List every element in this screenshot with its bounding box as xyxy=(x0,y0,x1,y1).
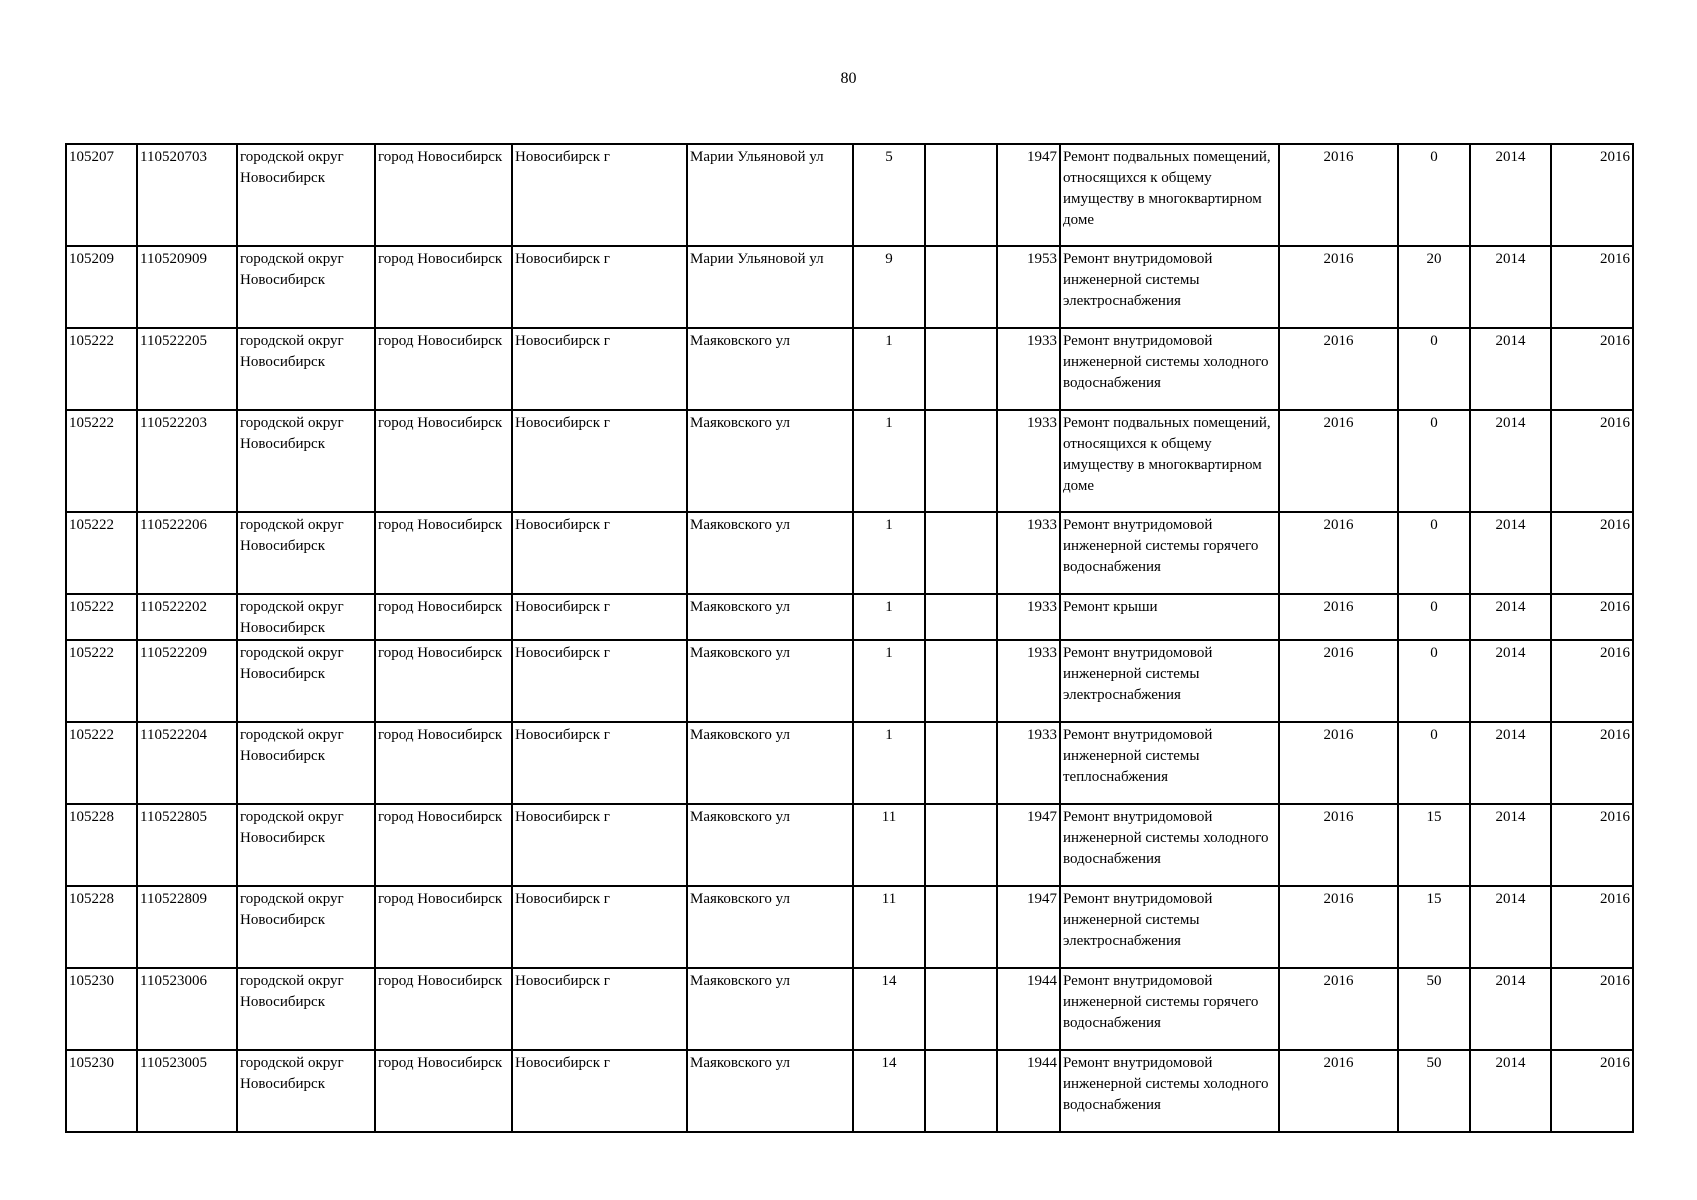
wear-percent-cell: 0 xyxy=(1398,640,1470,722)
city-cell: Новосибирск г xyxy=(512,722,687,804)
table-row xyxy=(66,640,1633,722)
plan-start-cell: 2014 xyxy=(1470,886,1551,968)
plan-end-cell: 2016 xyxy=(1551,804,1633,886)
year-cell: 2016 xyxy=(1279,968,1398,1050)
building-cell xyxy=(925,640,997,722)
plan-start-cell: 2014 xyxy=(1470,968,1551,1050)
house-number-cell: 1 xyxy=(853,594,925,640)
house-number-cell: 1 xyxy=(853,722,925,804)
street-cell: Маяковского ул xyxy=(687,1050,853,1132)
table-row xyxy=(66,246,1633,328)
work-type-cell: Ремонт внутридомовой инженерной системы холодного водоснабжения xyxy=(1060,328,1279,410)
table-row xyxy=(66,144,1633,246)
construction-year-cell: 1947 xyxy=(997,804,1060,886)
table-row xyxy=(66,328,1633,410)
wear-percent-cell: 0 xyxy=(1398,144,1470,246)
wear-percent-cell: 50 xyxy=(1398,1050,1470,1132)
building-cell xyxy=(925,968,997,1050)
street-cell: Маяковского ул xyxy=(687,886,853,968)
plan-end-cell: 2016 xyxy=(1551,1050,1633,1132)
municipality-cell: городской округ Новосибирск xyxy=(237,410,375,512)
street-cell: Марии Ульяновой ул xyxy=(687,144,853,246)
city-cell: Новосибирск г xyxy=(512,886,687,968)
building-cell xyxy=(925,594,997,640)
capital-repair-table xyxy=(65,143,1634,1133)
settlement-cell: город Новосибирск xyxy=(375,1050,512,1132)
street-cell: Маяковского ул xyxy=(687,328,853,410)
construction-year-cell: 1944 xyxy=(997,968,1060,1050)
plan-start-cell: 2014 xyxy=(1470,410,1551,512)
work-type-cell: Ремонт внутридомовой инженерной системы электроснабжения xyxy=(1060,640,1279,722)
year-cell: 2016 xyxy=(1279,328,1398,410)
account-id-cell: 105222 xyxy=(66,410,137,512)
building-cell xyxy=(925,144,997,246)
house-number-cell: 9 xyxy=(853,246,925,328)
wear-percent-cell: 0 xyxy=(1398,328,1470,410)
settlement-cell: город Новосибирск xyxy=(375,512,512,594)
year-cell: 2016 xyxy=(1279,722,1398,804)
wear-percent-cell: 0 xyxy=(1398,722,1470,804)
year-cell: 2016 xyxy=(1279,594,1398,640)
year-cell: 2016 xyxy=(1279,144,1398,246)
wear-percent-cell: 50 xyxy=(1398,968,1470,1050)
city-cell: Новосибирск г xyxy=(512,512,687,594)
municipality-cell: городской округ Новосибирск xyxy=(237,640,375,722)
city-cell: Новосибирск г xyxy=(512,328,687,410)
street-cell: Маяковского ул xyxy=(687,722,853,804)
work-type-cell: Ремонт внутридомовой инженерной системы горячего водоснабжения xyxy=(1060,968,1279,1050)
year-cell: 2016 xyxy=(1279,804,1398,886)
building-cell xyxy=(925,512,997,594)
house-number-cell: 1 xyxy=(853,640,925,722)
year-cell: 2016 xyxy=(1279,512,1398,594)
object-code-cell: 110522209 xyxy=(137,640,237,722)
city-cell: Новосибирск г xyxy=(512,410,687,512)
street-cell: Марии Ульяновой ул xyxy=(687,246,853,328)
settlement-cell: город Новосибирск xyxy=(375,968,512,1050)
settlement-cell: город Новосибирск xyxy=(375,410,512,512)
settlement-cell: город Новосибирск xyxy=(375,328,512,410)
municipality-cell: городской округ Новосибирск xyxy=(237,722,375,804)
plan-start-cell: 2014 xyxy=(1470,246,1551,328)
work-type-cell: Ремонт внутридомовой инженерной системы горячего водоснабжения xyxy=(1060,512,1279,594)
construction-year-cell: 1933 xyxy=(997,410,1060,512)
plan-start-cell: 2014 xyxy=(1470,640,1551,722)
house-number-cell: 1 xyxy=(853,328,925,410)
object-code-cell: 110520703 xyxy=(137,144,237,246)
plan-start-cell: 2014 xyxy=(1470,722,1551,804)
wear-percent-cell: 15 xyxy=(1398,804,1470,886)
construction-year-cell: 1933 xyxy=(997,722,1060,804)
account-id-cell: 105222 xyxy=(66,328,137,410)
construction-year-cell: 1933 xyxy=(997,640,1060,722)
object-code-cell: 110522206 xyxy=(137,512,237,594)
street-cell: Маяковского ул xyxy=(687,804,853,886)
plan-end-cell: 2016 xyxy=(1551,328,1633,410)
year-cell: 2016 xyxy=(1279,1050,1398,1132)
table-row xyxy=(66,886,1633,968)
municipality-cell: городской округ Новосибирск xyxy=(237,246,375,328)
plan-start-cell: 2014 xyxy=(1470,594,1551,640)
municipality-cell: городской округ Новосибирск xyxy=(237,804,375,886)
wear-percent-cell: 0 xyxy=(1398,410,1470,512)
building-cell xyxy=(925,410,997,512)
city-cell: Новосибирск г xyxy=(512,968,687,1050)
plan-start-cell: 2014 xyxy=(1470,144,1551,246)
city-cell: Новосибирск г xyxy=(512,594,687,640)
plan-start-cell: 2014 xyxy=(1470,328,1551,410)
plan-end-cell: 2016 xyxy=(1551,410,1633,512)
work-type-cell: Ремонт внутридомовой инженерной системы электроснабжения xyxy=(1060,246,1279,328)
construction-year-cell: 1947 xyxy=(997,144,1060,246)
table-row xyxy=(66,1050,1633,1132)
plan-end-cell: 2016 xyxy=(1551,512,1633,594)
city-cell: Новосибирск г xyxy=(512,640,687,722)
work-type-cell: Ремонт подвальных помещений, относящихся к общему имуществу в многоквартирном доме xyxy=(1060,410,1279,512)
building-cell xyxy=(925,328,997,410)
street-cell: Маяковского ул xyxy=(687,410,853,512)
building-cell xyxy=(925,722,997,804)
house-number-cell: 14 xyxy=(853,968,925,1050)
work-type-cell: Ремонт подвальных помещений, относящихся к общему имуществу в многоквартирном доме xyxy=(1060,144,1279,246)
municipality-cell: городской округ Новосибирск xyxy=(237,512,375,594)
table-row xyxy=(66,722,1633,804)
account-id-cell: 105222 xyxy=(66,594,137,640)
house-number-cell: 5 xyxy=(853,144,925,246)
building-cell xyxy=(925,1050,997,1132)
settlement-cell: город Новосибирск xyxy=(375,640,512,722)
house-number-cell: 11 xyxy=(853,804,925,886)
building-cell xyxy=(925,804,997,886)
house-number-cell: 1 xyxy=(853,410,925,512)
object-code-cell: 110523006 xyxy=(137,968,237,1050)
plan-start-cell: 2014 xyxy=(1470,804,1551,886)
wear-percent-cell: 0 xyxy=(1398,512,1470,594)
object-code-cell: 110522203 xyxy=(137,410,237,512)
house-number-cell: 1 xyxy=(853,512,925,594)
street-cell: Маяковского ул xyxy=(687,512,853,594)
construction-year-cell: 1933 xyxy=(997,594,1060,640)
city-cell: Новосибирск г xyxy=(512,1050,687,1132)
plan-end-cell: 2016 xyxy=(1551,594,1633,640)
wear-percent-cell: 0 xyxy=(1398,594,1470,640)
object-code-cell: 110522205 xyxy=(137,328,237,410)
account-id-cell: 105222 xyxy=(66,722,137,804)
table-body xyxy=(66,144,1633,1132)
municipality-cell: городской округ Новосибирск xyxy=(237,968,375,1050)
account-id-cell: 105209 xyxy=(66,246,137,328)
object-code-cell: 110522202 xyxy=(137,594,237,640)
city-cell: Новосибирск г xyxy=(512,246,687,328)
street-cell: Маяковского ул xyxy=(687,594,853,640)
plan-start-cell: 2014 xyxy=(1470,1050,1551,1132)
plan-end-cell: 2016 xyxy=(1551,722,1633,804)
house-number-cell: 11 xyxy=(853,886,925,968)
building-cell xyxy=(925,886,997,968)
plan-end-cell: 2016 xyxy=(1551,246,1633,328)
municipality-cell: городской округ Новосибирск xyxy=(237,594,375,640)
house-number-cell: 14 xyxy=(853,1050,925,1132)
year-cell: 2016 xyxy=(1279,410,1398,512)
building-cell xyxy=(925,246,997,328)
plan-end-cell: 2016 xyxy=(1551,640,1633,722)
table-row xyxy=(66,594,1633,640)
municipality-cell: городской округ Новосибирск xyxy=(237,328,375,410)
settlement-cell: город Новосибирск xyxy=(375,144,512,246)
account-id-cell: 105228 xyxy=(66,886,137,968)
page-number: 80 xyxy=(840,70,857,87)
construction-year-cell: 1944 xyxy=(997,1050,1060,1132)
street-cell: Маяковского ул xyxy=(687,640,853,722)
settlement-cell: город Новосибирск xyxy=(375,722,512,804)
table-row xyxy=(66,804,1633,886)
municipality-cell: городской округ Новосибирск xyxy=(237,144,375,246)
plan-end-cell: 2016 xyxy=(1551,886,1633,968)
account-id-cell: 105230 xyxy=(66,1050,137,1132)
work-type-cell: Ремонт крыши xyxy=(1060,594,1279,640)
year-cell: 2016 xyxy=(1279,886,1398,968)
object-code-cell: 110523005 xyxy=(137,1050,237,1132)
account-id-cell: 105207 xyxy=(66,144,137,246)
account-id-cell: 105230 xyxy=(66,968,137,1050)
construction-year-cell: 1947 xyxy=(997,886,1060,968)
wear-percent-cell: 20 xyxy=(1398,246,1470,328)
work-type-cell: Ремонт внутридомовой инженерной системы теплоснабжения xyxy=(1060,722,1279,804)
year-cell: 2016 xyxy=(1279,640,1398,722)
construction-year-cell: 1933 xyxy=(997,328,1060,410)
table-row xyxy=(66,512,1633,594)
municipality-cell: городской округ Новосибирск xyxy=(237,1050,375,1132)
object-code-cell: 110522809 xyxy=(137,886,237,968)
plan-end-cell: 2016 xyxy=(1551,968,1633,1050)
work-type-cell: Ремонт внутридомовой инженерной системы холодного водоснабжения xyxy=(1060,804,1279,886)
account-id-cell: 105228 xyxy=(66,804,137,886)
settlement-cell: город Новосибирск xyxy=(375,804,512,886)
plan-start-cell: 2014 xyxy=(1470,512,1551,594)
work-type-cell: Ремонт внутридомовой инженерной системы холодного водоснабжения xyxy=(1060,1050,1279,1132)
object-code-cell: 110522204 xyxy=(137,722,237,804)
settlement-cell: город Новосибирск xyxy=(375,246,512,328)
city-cell: Новосибирск г xyxy=(512,804,687,886)
settlement-cell: город Новосибирск xyxy=(375,886,512,968)
construction-year-cell: 1953 xyxy=(997,246,1060,328)
plan-end-cell: 2016 xyxy=(1551,144,1633,246)
construction-year-cell: 1933 xyxy=(997,512,1060,594)
work-type-cell: Ремонт внутридомовой инженерной системы электроснабжения xyxy=(1060,886,1279,968)
street-cell: Маяковского ул xyxy=(687,968,853,1050)
wear-percent-cell: 15 xyxy=(1398,886,1470,968)
account-id-cell: 105222 xyxy=(66,640,137,722)
table-row xyxy=(66,410,1633,512)
year-cell: 2016 xyxy=(1279,246,1398,328)
account-id-cell: 105222 xyxy=(66,512,137,594)
object-code-cell: 110522805 xyxy=(137,804,237,886)
city-cell: Новосибирск г xyxy=(512,144,687,246)
settlement-cell: город Новосибирск xyxy=(375,594,512,640)
table-row xyxy=(66,968,1633,1050)
object-code-cell: 110520909 xyxy=(137,246,237,328)
municipality-cell: городской округ Новосибирск xyxy=(237,886,375,968)
